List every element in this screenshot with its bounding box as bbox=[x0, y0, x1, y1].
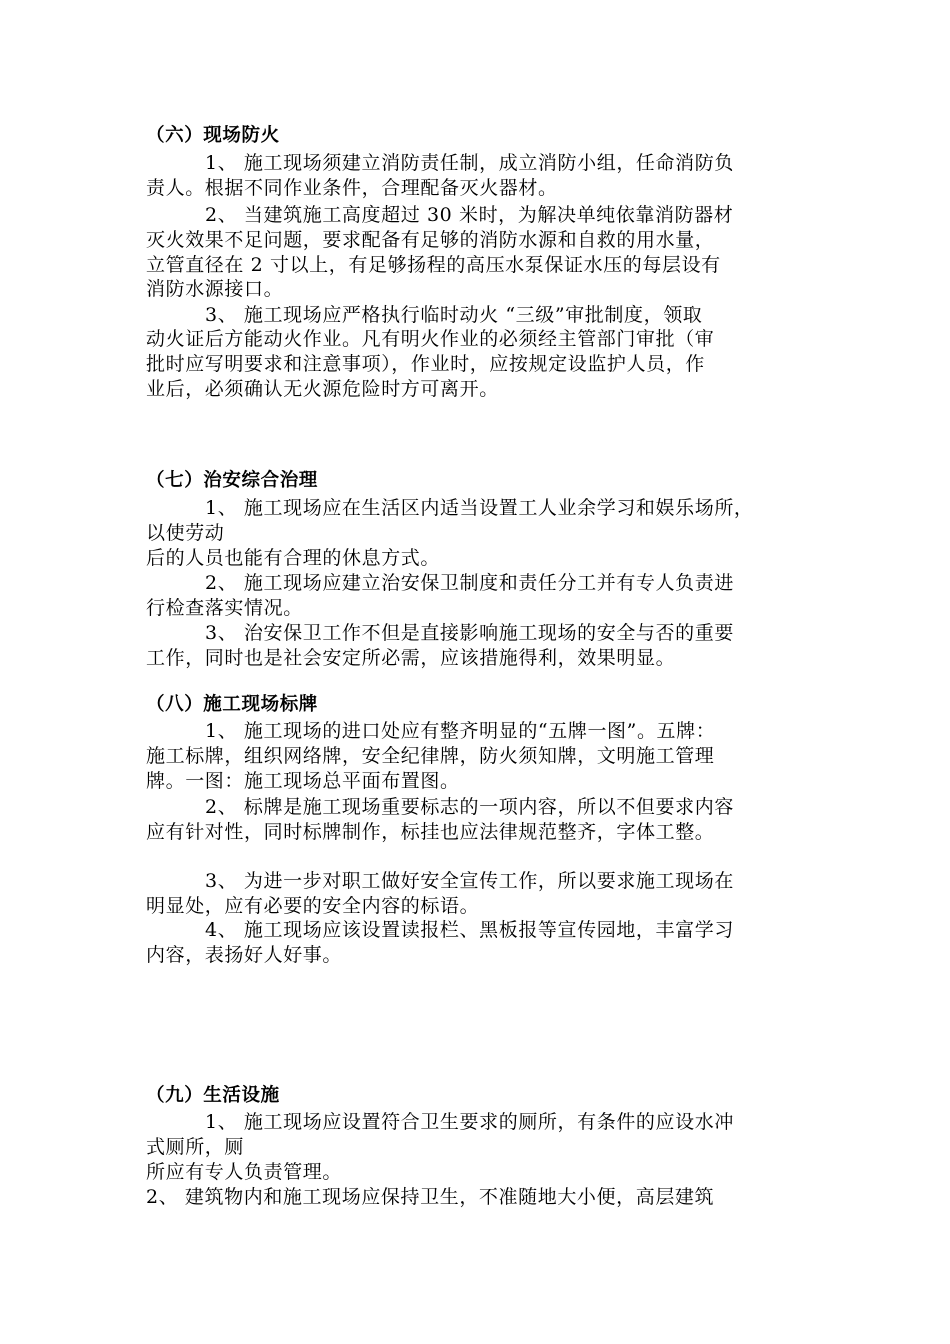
paragraph-line: 3、 施工现场应严格执行临时动火 “三级”审批制度，领取 bbox=[205, 304, 703, 326]
section-heading-security: （七）治安综合治理 bbox=[146, 470, 318, 491]
paragraph-line: 1、 施工现场的进口处应有整齐明显的“五牌一图”。五牌： bbox=[205, 720, 716, 742]
paragraph-line: 灭火效果不足问题，要求配备有足够的消防水源和自救的用水量， bbox=[146, 229, 715, 251]
section-heading-living-facilities: （九）生活设施 bbox=[146, 1085, 280, 1106]
paragraph-line: 所应有专人负责管理。 bbox=[146, 1161, 343, 1183]
paragraph-line: 1、 施工现场须建立消防责任制，成立消防小组，任命消防负 bbox=[205, 152, 734, 174]
paragraph-line: 应有针对性，同时标牌制作，标挂也应法律规范整齐，字体工整。 bbox=[146, 821, 715, 843]
paragraph-line: 立管直径在 2 寸以上，有足够扬程的高压水泵保证水压的每层设有 bbox=[146, 254, 721, 276]
paragraph-line: 动火证后方能动火作业。凡有明火作业的必须经主管部门审批（审 bbox=[146, 328, 715, 350]
paragraph-line: 责人。根据不同作业条件，合理配备灭火器材。 bbox=[146, 177, 558, 199]
paragraph-line: 工作，同时也是社会安定所必需，应该措施得利，效果明显。 bbox=[146, 647, 676, 669]
section-heading-fire: （六）现场防火 bbox=[146, 125, 280, 146]
paragraph-line: 内容，表扬好人好事。 bbox=[146, 944, 343, 966]
paragraph-line: 2、 建筑物内和施工现场应保持卫生，不准随地大小便，高层建筑 bbox=[146, 1186, 715, 1208]
paragraph-line: 2、 标牌是施工现场重要标志的一项内容，所以不但要求内容 bbox=[205, 796, 734, 818]
paragraph-line: 1、 施工现场应在生活区内适当设置工人业余学习和娱乐场所， bbox=[205, 497, 754, 519]
paragraph-line: 业后，必须确认无火源危险时方可离开。 bbox=[146, 378, 499, 400]
section-heading-signboards: （八）施工现场标牌 bbox=[146, 694, 318, 715]
paragraph-line: 3、 为进一步对职工做好安全宣传工作，所以要求施工现场在 bbox=[205, 870, 734, 892]
paragraph-line: 后的人员也能有合理的休息方式。 bbox=[146, 547, 441, 569]
paragraph-line: 以使劳动 bbox=[146, 522, 225, 544]
paragraph-line: 消防水源接口。 bbox=[146, 278, 284, 300]
paragraph-line: 批时应写明要求和注意事项），作业时，应按规定设监护人员，作 bbox=[146, 353, 705, 375]
paragraph-line: 3、 治安保卫工作不但是直接影响施工现场的安全与否的重要 bbox=[205, 622, 734, 644]
paragraph-line: 行检查落实情况。 bbox=[146, 597, 303, 619]
paragraph-line: 4、 施工现场应该设置读报栏、黑板报等宣传园地，丰富学习 bbox=[205, 919, 734, 941]
paragraph-line: 1、 施工现场应设置符合卫生要求的厕所，有条件的应设水冲 bbox=[205, 1111, 734, 1133]
paragraph-line: 明显处，应有必要的安全内容的标语。 bbox=[146, 895, 480, 917]
paragraph-line: 2、 施工现场应建立治安保卫制度和责任分工并有专人负责进 bbox=[205, 572, 734, 594]
paragraph-line: 2、 当建筑施工高度超过 30 米时，为解决单纯依靠消防器材 bbox=[205, 204, 734, 226]
paragraph-line: 牌。一图：施工现场总平面布置图。 bbox=[146, 770, 460, 792]
paragraph-line: 式厕所，厕 bbox=[146, 1136, 245, 1158]
paragraph-line: 施工标牌，组织网络牌，安全纪律牌，防火须知牌，文明施工管理 bbox=[146, 745, 715, 767]
